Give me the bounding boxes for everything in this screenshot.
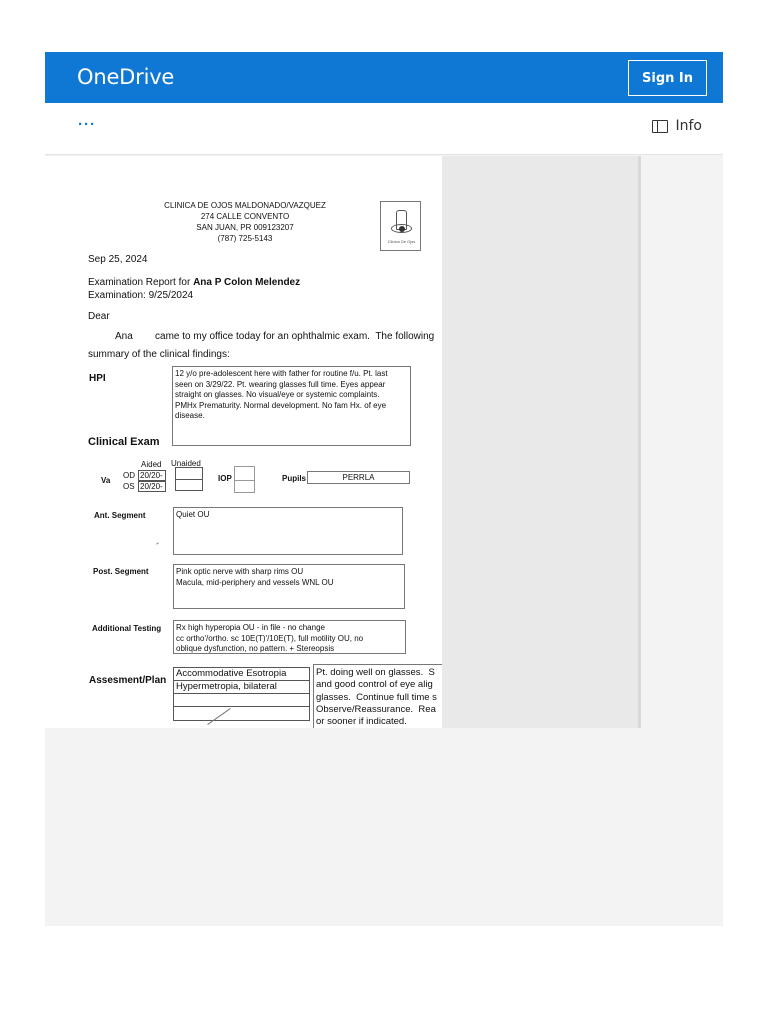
aided-label: Aided (141, 460, 162, 469)
hpi-label: HPI (89, 373, 106, 384)
clinic-letterhead (125, 200, 365, 244)
iop-box (234, 466, 255, 493)
info-label: Info (675, 118, 702, 134)
salutation: Dear (88, 311, 110, 322)
plan-box: Pt. doing well on glasses. S and good control of eye alig glasses. Continue full time s Observe/Reassurance. Rea or sooner if indicated. (313, 664, 442, 728)
diagnosis-row: Hypermetropia, bilateral (174, 681, 309, 694)
additional-testing-label: Additional Testing (92, 624, 162, 633)
letterhead-line: 274 CALLE CONVENTO (200, 212, 290, 221)
document-page (45, 156, 442, 728)
additional-testing-box: Rx high hyperopia OU - in file - no change cc ortho'/ortho. sc 10E(T)'/10E(T), full motility OU, no oblique dysfunction, no pattern. + Stereopsis (173, 620, 406, 654)
eye-logo-icon (391, 224, 412, 233)
info-button[interactable] (652, 118, 703, 134)
letterhead-line: (787) 725-5143 (217, 234, 273, 243)
va-od-value: 20/20- (138, 470, 166, 481)
examination-date: Examination: 9/25/2024 (88, 290, 194, 301)
patient-name: Ana P Colon Melendez (193, 277, 301, 288)
logo-caption: Clinica De Ojos (387, 239, 416, 244)
top-bar (45, 52, 723, 103)
ant-segment-label: Ant. Segment (94, 511, 146, 520)
assessment-plan-label: Assesment/Plan (89, 675, 167, 686)
os-label: OS (123, 482, 135, 491)
sign-in-button[interactable]: Sign In (628, 60, 707, 96)
document-viewer[interactable] (45, 156, 640, 728)
onedrive-viewer-frame (45, 52, 723, 926)
diagnosis-row: Accommodative Esotropia (174, 668, 309, 681)
diagnosis-table (173, 667, 310, 721)
clinic-logo (380, 201, 421, 251)
command-bar (45, 103, 723, 155)
letterhead-line: CLINICA DE OJOS MALDONADO/VAZQUEZ (164, 201, 326, 210)
exam-report-prefix: Examination Report for (88, 277, 194, 288)
od-label: OD (123, 471, 135, 480)
iop-label: IOP (218, 474, 232, 483)
va-label: Va (101, 476, 111, 485)
clinical-exam-label: Clinical Exam (88, 436, 160, 448)
diagnosis-row (174, 707, 309, 720)
letter-date: Sep 25, 2024 (88, 254, 148, 265)
pupils-value: PERRLA (307, 471, 410, 484)
more-actions-button[interactable]: ··· (78, 116, 96, 133)
post-segment-box: Pink optic nerve with sharp rims OU Macula, mid-periphery and vessels WNL OU (173, 564, 405, 609)
letterhead-line: SAN JUAN, PR 009123207 (196, 223, 294, 232)
va-os-value: 20/20- (138, 481, 166, 492)
viewer-scrollbar[interactable] (638, 156, 641, 728)
unaided-box (175, 467, 203, 491)
ant-segment-box: Quiet OU (173, 507, 403, 555)
pen-mark (156, 542, 159, 544)
body-line-2: summary of the clinical findings: (88, 349, 230, 360)
exam-report-line (88, 277, 300, 288)
info-pane-icon (652, 120, 668, 133)
onedrive-brand[interactable]: OneDrive (77, 65, 175, 89)
body-line-1: Ana came to my office today for an ophthalmic exam. The following (115, 331, 435, 342)
hpi-box: 12 y/o pre-adolescent here with father for routine f/u. Pt. last seen on 3/29/22. Pt. wearing glasses full time. Eyes appear straight on glasses. No visual/eye or systemic complaints. PMHx Prematurity. Normal development. No fam Hx. of eye disease. (172, 366, 411, 446)
post-segment-label: Post. Segment (93, 567, 149, 576)
pupils-label: Pupils (282, 474, 307, 483)
diagnosis-row (174, 694, 309, 707)
unaided-label: Unaided (171, 459, 201, 468)
